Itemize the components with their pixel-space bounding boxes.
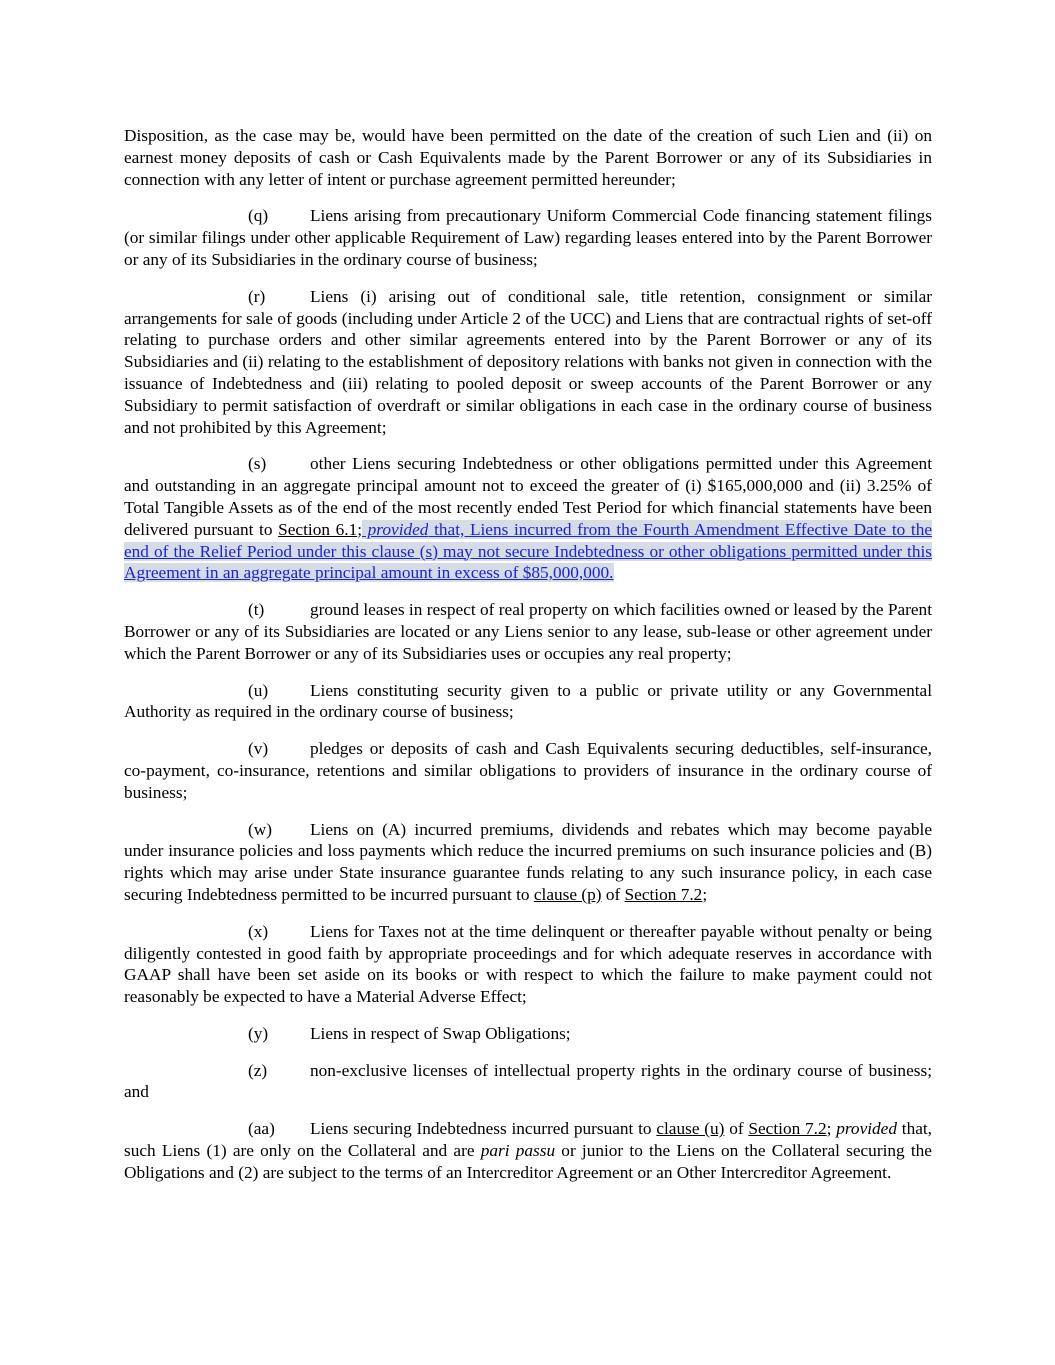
clause-text: Liens securing Indebtedness incurred pursuant to — [310, 1119, 657, 1139]
provided-term: provided — [836, 1119, 897, 1139]
clause-label: (aa) — [248, 1119, 275, 1139]
clause-text: pledges or deposits of cash and Cash Equivalents securing deductibles, self-insurance, co-payment, co-insurance, retentions and similar obligations to providers of insurance in the ordinary course of business; — [124, 739, 932, 802]
clause-s: (s) other Liens securing Indebtedness or other obligations permitted under this Agreement and outstanding in an aggregate principal amount not to exceed the greater of (i) $165,000,000 and (ii) 3.25% of Total Tangible Assets as of the end of the most recently ended Test Period for which financial statements have been delivered pursuant to Section 6.1; provided that, Liens incurred from the Fourth Amendment Effective Date to the end of the Relief Period under this clause (s) may not secure Indebtedness or other obligations permitted under this Agreement in an aggregate principal amount in excess of $85,000,000. — [124, 454, 932, 583]
clause-label: (s) — [248, 454, 267, 474]
clause-label: (v) — [248, 739, 269, 759]
pari-passu-term: pari passu — [480, 1141, 556, 1161]
clause-z — [124, 1060, 932, 1104]
clause-label: (z) — [248, 1060, 268, 1080]
clause-t — [124, 599, 932, 664]
clause-label: (w) — [248, 819, 272, 839]
clause-aa: (aa) Liens securing Indebtedness incurred pursuant to clause (u) of Section 7.2; provided that, such Liens (1) are only on the Collateral and are pari passu or junior to the Liens on the Collateral securing the Obligations and (2) are subject to the terms of an Intercreditor Agreement or an Other Intercreditor Agreement. — [124, 1119, 933, 1182]
clause-text: Liens constituting security given to a public or private utility or any Governmental Authority as required in the ordinary course of business; — [124, 680, 932, 722]
document-page — [124, 125, 932, 1199]
clause-label: (u) — [248, 680, 269, 700]
clause-u — [124, 680, 932, 724]
clause-v — [124, 738, 932, 803]
clause-text: ground leases in respect of real property on which facilities owned or leased by the Parent Borrower or any of its Subsidiaries are located or any Liens senior to any lease, sub-lease or other agreement under which the Parent Borrower or any of its Subsidiaries uses or occupies any real property; — [124, 600, 932, 663]
clause-label: (q) — [248, 206, 269, 226]
clause-reference-link[interactable]: clause (p) — [533, 884, 602, 904]
clause-y — [124, 1023, 932, 1045]
clause-r — [124, 286, 932, 439]
section-reference-link[interactable]: Section 7.2 — [624, 884, 703, 904]
clause-q — [124, 205, 932, 270]
clause-text: Liens for Taxes not at the time delinquent or thereafter payable without penalty or being diligently contested in good faith by appropriate proceedings and for which adequate reserves in accordance with GAAP shall have been set aside on its books or with respect to which the failure to make payment could not reasonably be expected to have a Material Adverse Effect; — [124, 921, 932, 1007]
clause-label: (y) — [248, 1023, 269, 1043]
inserted-amendment-text: that, Liens incurred from the Fourth Amendment Effective Date to the end of the Relief Period under this clause (s) may not secure Indebtedness or other obligations permitted under this Agreement in an aggregate principal amount in excess of $85,000,000. — [124, 519, 932, 583]
clause-text: Liens arising from precautionary Uniform Commercial Code financing statement filings (or similar filings under other applicable Requirement of Law) regarding leases entered into by the Parent Borrower or any of its Subsidiaries in the ordinary course of business; — [124, 206, 932, 269]
section-reference-link[interactable]: Section 7.2 — [748, 1119, 827, 1139]
clause-x — [124, 921, 932, 1008]
clause-label: (t) — [248, 600, 265, 620]
paragraph-intro: Disposition, as the case may be, would have been permitted on the date of the creation of such Lien and (ii) on earnest money deposits of cash or Cash Equivalents made by the Parent Borrower or any of its Subsidiaries in connection with any letter of intent or purchase agreement permitted hereunder; — [124, 126, 932, 189]
clause-w: (w) Liens on (A) incurred premiums, dividends and rebates which may become payable under insurance policies and loss payments which reduce the incurred premiums on such insurance policies and (B) rights which may arise under State insurance guarantee funds relating to any such insurance policy, in each case securing Indebtedness permitted to be incurred pursuant to clause (p) of Section 7.2; — [124, 819, 932, 904]
section-reference-link[interactable]: Section 6.1 — [278, 519, 358, 539]
clause-label: (x) — [248, 921, 269, 941]
clause-reference-link[interactable]: clause (u) — [656, 1119, 725, 1139]
clause-text: non-exclusive licenses of intellectual property rights in the ordinary course of business; and — [124, 1060, 932, 1102]
inserted-text-provided: provided — [362, 519, 429, 539]
clause-text: Liens (i) arising out of conditional sale, title retention, consignment or similar arrangements for sale of goods (including under Article 2 of the UCC) and Liens that are contractual rights of set-off relating to purchase orders and other similar agreements entered into by the Parent Borrower or any of its Subsidiaries and (ii) relating to the establishment of depository relations with banks not given in connection with the issuance of Indebtedness and (iii) relating to pooled deposit or sweep accounts of the Parent Borrower or any Subsidiary to permit satisfaction of overdraft or similar obligations in each case in the ordinary course of business and not prohibited by this Agreement; — [124, 286, 932, 437]
clause-text: Liens on (A) incurred premiums, dividends and rebates which may become payable under insurance policies and loss payments which reduce the incurred premiums on such insurance policies and (B) rights which may arise under State insurance guarantee funds relating to any such insurance policy, in each case securing Indebtedness permitted to be incurred pursuant to — [124, 819, 932, 904]
clause-text: Liens in respect of Swap Obligations; — [310, 1023, 571, 1043]
clause-text: other Liens securing Indebtedness or other obligations permitted under this Agreement and outstanding in an aggregate principal amount not to exceed the greater of (i) $165,000,000 and (ii) 3.25% of Total Tangible Assets as of the end of the most recently ended Test Period for which financial statements have been delivered pursuant to — [124, 454, 932, 539]
clause-label: (r) — [248, 286, 266, 306]
